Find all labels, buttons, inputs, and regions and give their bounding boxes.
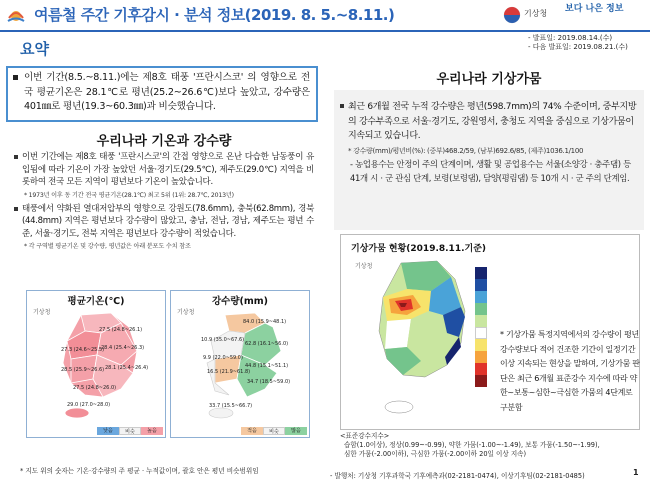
rain-map-panel xyxy=(170,290,310,438)
sun-icon xyxy=(6,4,26,24)
rain-label: 10.9 (35.0~67.6) xyxy=(201,337,245,343)
rain-map xyxy=(185,311,301,423)
map-footnote: * 지도 위의 숫자는 기온·강수량의 주 평균 · 누적값이며, 괄호 안은 평년 비슷범위임 xyxy=(20,467,259,475)
drought-ratio: * 강수량(mm)/평년비(%): (중부)468.2/59, (남부)692.6/85, (제주)1036.1/100 xyxy=(348,146,584,155)
rain-footnote: * 각 구역별 평균기온 및 강수량, 평년값은 아래 분포도 수치 참조 xyxy=(24,243,191,250)
rain-label: 62.8 (16.1~56.0) xyxy=(245,341,289,347)
temp-legend xyxy=(97,427,163,435)
page-number: 1 xyxy=(633,468,639,477)
temp-footnote: * 1973년 이후 동 기간 전국 평균기온(28.1℃) 최고 5위 (1위: 28.7℃, 2013년) xyxy=(24,191,234,199)
rain-label: 16.5 (21.9~61.8) xyxy=(207,369,251,375)
rain-label: 9.9 (22.0~59.0) xyxy=(203,355,243,361)
drought-watermark: 기상청 xyxy=(355,263,373,270)
temp-label: 28.5 (25.9~26.6) xyxy=(61,367,105,373)
drought-map-title: 기상가뭄 현황(2019.8.11.기준) xyxy=(351,244,487,254)
rain-legend xyxy=(241,427,307,435)
index-line-2: 심한 가뭄(-2.00이하), 극심한 가뭄(-2.00이하 20일 이상 지속) xyxy=(344,450,527,458)
publication-info xyxy=(528,34,628,52)
temp-label: 28.4 (25.4~26.3) xyxy=(101,345,145,351)
legend-similar: 비슷 xyxy=(119,427,141,435)
bullet-icon xyxy=(340,104,344,108)
legend-low: 낮음 xyxy=(97,427,119,435)
drought-heading: 우리나라 기상가뭄 xyxy=(436,72,542,87)
agency-logo-icon xyxy=(503,6,521,24)
rain-label: 33.7 (15.5~66.7) xyxy=(209,403,253,409)
rain-map-watermark: 기상청 xyxy=(177,309,195,316)
temp-label: 29.0 (27.0~28.0) xyxy=(67,402,111,408)
header xyxy=(0,0,650,30)
legend-high: 많음 xyxy=(285,427,307,435)
precip-index-legend xyxy=(340,432,640,459)
contact-info: - 발행처: 기상청 기후과학국 기후예측과(02-2181-0474), 이상기후팀(02-2181-0485) xyxy=(330,472,585,480)
drought-definition-note: * 기상가뭄 특정지역에서의 강수량이 평년 강수량보다 적어 건조한 기간이 일정기간 이상 지속되는 현상을 말하며, 기상가뭄 판단은 최근 6개월 표준강수 지수에 따라 약한~보통~심한~극심한 가뭄의 4단계로 구분함 xyxy=(500,330,640,412)
page-title: 여름철 주간 기후감시 · 분석 정보(2019. 8. 5.~8.11.) xyxy=(34,6,395,24)
drought-text xyxy=(340,100,640,185)
rain-label: 44.8 (15.1~51.1) xyxy=(245,363,289,369)
summary-box xyxy=(6,66,318,122)
publish-date: - 발표일: 2019.08.14.(수) xyxy=(528,34,613,42)
temp-map xyxy=(41,311,157,423)
next-publish-date: - 다음 발표일: 2019.08.21.(수) xyxy=(528,43,628,51)
temp-rain-content xyxy=(14,151,314,254)
header-divider xyxy=(0,30,650,32)
rain-paragraph: 태풍에서 약화된 열대저압부의 영향으로 강원도(78.6mm), 충북(62.8mm), 경북(44.8mm) 지역은 평년보다 강수량이 많았고, 충남, 전남, 경남, 제주도는 평년 수준, 서울·경기도, 전북 지역은 평년보다 강수량이 적었습니다. xyxy=(14,203,314,241)
rain-map-title: 강수량(mm) xyxy=(211,296,268,307)
temp-paragraph: 이번 기간에는 제8호 태풍 '프란시스코'의 간접 영향으로 온난 다습한 남동풍이 유입됨에 따라 기온이 가장 높았던 서울·경기도(29.5℃), 제주도(29.0℃) 지역을 비롯하여 전국 모든 지역이 평년보다 기온이 높았습니다. xyxy=(14,151,314,189)
drought-map xyxy=(351,257,491,427)
temp-label: 27.5 (24.8~26.1) xyxy=(99,327,143,333)
temp-label: 27.5 (24.8~26.0) xyxy=(73,385,117,391)
bullet-icon xyxy=(14,155,18,159)
index-title: <표준강수지수> xyxy=(340,432,390,440)
temp-label: 28.1 (25.4~26.4) xyxy=(105,365,149,371)
temp-label: 27.3 (24.6~25.5) xyxy=(61,347,105,353)
rain-label: 84.0 (15.9~48.1) xyxy=(243,319,287,325)
temp-map-title: 평균기온(℃) xyxy=(67,296,125,307)
legend-high: 높음 xyxy=(141,427,163,435)
summary-text: 이번 기간(8.5.~8.11.)에는 제8호 태풍 '프란시스코' 의 영향으로 전국 평균기온은 28.1℃로 평년(25.2~26.6℃)보다 높았고, 강수량은 401㎜로 평년(19.3~60.3㎜)과 비슷했습니다. xyxy=(24,72,310,112)
drought-paragraph: 최근 6개월 전국 누적 강수량은 평년(598.7mm)의 74% 수준이며, 중부지방의 강수부족으로 서울·경기도, 강원영서, 충청도 지역을 중심으로 기상가뭄이 지속되고 있습니다. xyxy=(340,100,640,144)
temp-map-watermark: 기상청 xyxy=(33,309,51,316)
temp-rain-heading: 우리나라 기온과 강수량 xyxy=(96,134,232,149)
agency-name: 기상청 xyxy=(524,9,548,18)
index-line-1: 습함(1.0이상), 정상(0.99~-0.99), 약한 가뭄(-1.00~-1.49), 보통 가뭄(-1.50~-1.99), xyxy=(344,441,600,449)
legend-similar: 비슷 xyxy=(263,427,285,435)
water-status: - 농업용수는 안정이 주의 단계이며, 생활 및 공업용수는 서울(소양강 · 충주댐) 등 41개 시 · 군 관심 단계, 보령(보령댐), 담양(평림댐) 등 10개 시 · 군 주의 단계임. xyxy=(350,158,631,183)
rain-label: 34.7 (18.5~59.0) xyxy=(247,379,291,385)
drought-color-legend xyxy=(475,267,487,387)
temp-map-panel xyxy=(26,290,166,438)
legend-low: 적음 xyxy=(241,427,263,435)
summary-heading: 요약 xyxy=(20,40,49,58)
bullet-icon xyxy=(13,75,18,80)
bullet-icon xyxy=(14,207,18,211)
slogan: 보다 나은 정보 xyxy=(565,4,624,14)
